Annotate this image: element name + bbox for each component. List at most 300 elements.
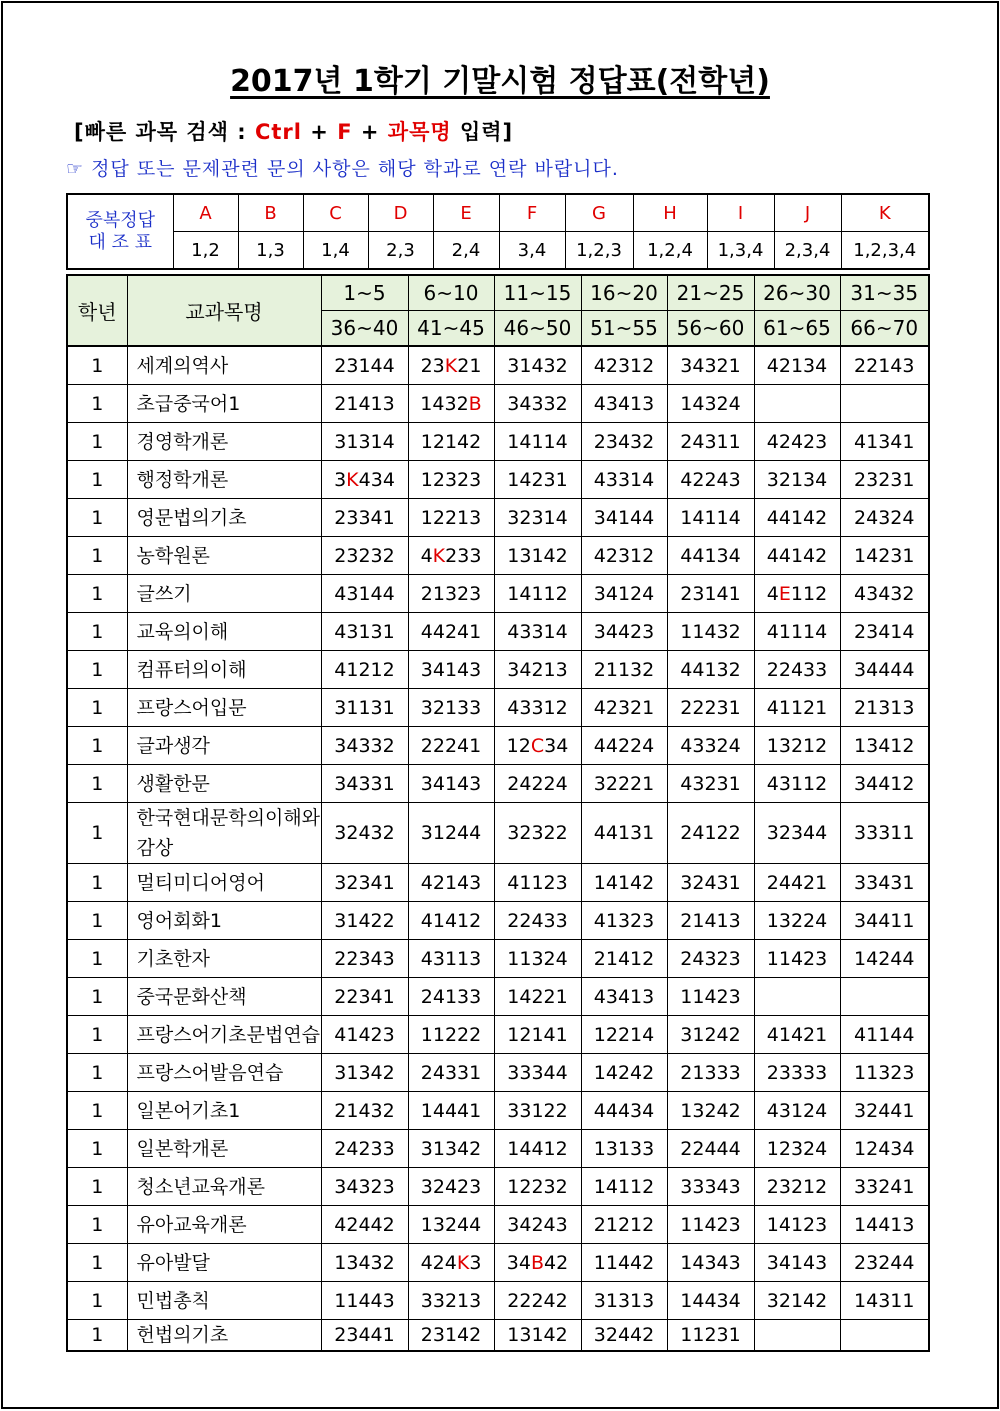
grade-cell: 1 [67,1130,127,1168]
answer-cell [754,978,840,1016]
grade-cell: 1 [67,940,127,978]
answer-cell: 31242 [667,1016,754,1054]
answer-cell: 32441 [840,1092,929,1130]
answer-cell: 24311 [667,423,754,461]
answer-cell: 33311 [840,803,929,864]
answer-cell: 41423 [321,1016,408,1054]
page-title: 2017년 1학기 기말시험 정답표(전학년) [230,64,770,99]
table-row [67,575,929,613]
answer-cell: 44132 [667,651,754,689]
legend-value: 1,3,4 [707,232,774,270]
answer-cell: 34411 [840,902,929,940]
duplicate-answer-mark: B [468,392,482,415]
answer-cell: 34323 [321,1168,408,1206]
answer-cell: 34143 [754,1244,840,1282]
answer-cell: 34124 [581,575,667,613]
legend-key: F [499,194,565,232]
duplicate-answer-mark: E [778,582,791,605]
answer-cell: 34143 [408,651,494,689]
grade-cell: 1 [67,575,127,613]
answer-cell: 13142 [494,1320,581,1352]
answer-cell: 42321 [581,689,667,727]
legend-value: 2,3,4 [774,232,841,270]
answer-cell: 44224 [581,727,667,765]
legend-key: G [565,194,633,232]
answer-cell: 43314 [581,461,667,499]
duplicate-answer-mark: B [530,1251,545,1274]
subject-cell: 프랑스어기초문법연습 [127,1016,321,1054]
grade-cell: 1 [67,1206,127,1244]
answer-cell: 23244 [840,1244,929,1282]
answer-cell: 24324 [840,499,929,537]
answer-cell [840,978,929,1016]
answer-cell: 32142 [754,1282,840,1320]
answer-cell [754,385,840,423]
answer-cell: 34331 [321,765,408,803]
answer-cell: 12142 [408,423,494,461]
legend-key: E [433,194,499,232]
answer-cell: 33344 [494,1054,581,1092]
subject-cell: 생활한문 [127,765,321,803]
subject-cell: 경영학개론 [127,423,321,461]
answer-cell: 12324 [754,1130,840,1168]
answer-cell: 44434 [581,1092,667,1130]
answer-cell: 12323 [408,461,494,499]
answer-cell: 21413 [667,902,754,940]
subject-cell: 농학원론 [127,537,321,575]
search-tip: [빠른 과목 검색 : Ctrl + F + 과목명 입력] [74,120,514,144]
legend-value: 2,4 [433,232,499,270]
answer-cell: 22444 [667,1130,754,1168]
table-row [67,765,929,803]
answer-cell: 22433 [494,902,581,940]
legend-header: 중복정답 대 조 표 [67,194,173,269]
subject-cell: 프랑스어입문 [127,689,321,727]
legend-value: 2,3 [368,232,433,270]
answer-cell: 24331 [408,1054,494,1092]
grade-cell: 1 [67,689,127,727]
answer-cell: 43113 [408,940,494,978]
table-row [67,940,929,978]
answer-cell: 22242 [494,1282,581,1320]
duplicate-answer-mark: K [444,354,458,377]
answer-cell: 33343 [667,1168,754,1206]
answer-cell: 23432 [581,423,667,461]
contact-notice: ☞ 정답 또는 문제관련 문의 사항은 해당 학과로 연락 바랍니다. [66,158,619,180]
answer-cell: 14142 [581,864,667,902]
range-header: 1~5 [321,275,408,311]
table-row [67,346,929,385]
answer-cell: 23212 [754,1168,840,1206]
answer-cell: 23441 [321,1320,408,1352]
legend-key: K [841,194,929,232]
answer-cell: 14343 [667,1244,754,1282]
grade-cell: 1 [67,423,127,461]
answer-cell: 11323 [840,1054,929,1092]
answer-cell: 24421 [754,864,840,902]
answer-cell: 21132 [581,651,667,689]
answer-cell: 32431 [667,864,754,902]
table-row [67,864,929,902]
answer-cell: 34144 [581,499,667,537]
legend-key: J [774,194,841,232]
subject-cell: 컴퓨터의이해 [127,651,321,689]
answer-cell: 43314 [494,613,581,651]
answer-cell: 14434 [667,1282,754,1320]
answer-cell: 43112 [754,765,840,803]
answer-cell: 11442 [581,1244,667,1282]
answer-cell: 43231 [667,765,754,803]
range-header: 31~35 [840,275,929,311]
answer-cell: 41114 [754,613,840,651]
answer-cell: 23144 [321,346,408,385]
answer-cell: 13244 [408,1206,494,1244]
duplicate-answer-mark: K [456,1251,470,1274]
answer-cell: 31244 [408,803,494,864]
answer-cell: 22143 [840,346,929,385]
answer-cell: 11423 [754,940,840,978]
answer-cell: 31131 [321,689,408,727]
legend-value: 1,2,4 [633,232,707,270]
answer-cell: 22231 [667,689,754,727]
table-row [67,902,929,940]
answer-cell: 43124 [754,1092,840,1130]
legend-value: 1,4 [303,232,368,270]
legend-key: C [303,194,368,232]
answer-cell: 23142 [408,1320,494,1352]
answer-cell: 24233 [321,1130,408,1168]
answer-cell: 33213 [408,1282,494,1320]
answer-cell: 21432 [321,1092,408,1130]
answer-cell: 31422 [321,902,408,940]
answer-cell: 11423 [667,1206,754,1244]
answer-cell: 13142 [494,537,581,575]
grade-cell: 1 [67,613,127,651]
answer-cell: 32423 [408,1168,494,1206]
answer-cell: 32432 [321,803,408,864]
subject-cell: 기초한자 [127,940,321,978]
answer-cell: 13133 [581,1130,667,1168]
answer-cell: 32341 [321,864,408,902]
answer-cell: 41412 [408,902,494,940]
answer-cell: 42442 [321,1206,408,1244]
answer-cell: 43413 [581,385,667,423]
answer-cell: 44241 [408,613,494,651]
answer-cell: 23414 [840,613,929,651]
table-row [67,1320,929,1352]
answer-cell: 13212 [754,727,840,765]
grade-cell: 1 [67,537,127,575]
grade-cell: 1 [67,1244,127,1282]
answer-cell: 33241 [840,1168,929,1206]
range-header: 46~50 [494,311,581,347]
answer-cell: 11432 [667,613,754,651]
answer-cell: 32221 [581,765,667,803]
subject-cell: 글과생각 [127,727,321,765]
subject-cell: 일본어기초1 [127,1092,321,1130]
subject-cell: 유아교육개론 [127,1206,321,1244]
table-row [67,651,929,689]
answer-cell: 31432 [494,346,581,385]
answer-cell: 14324 [667,385,754,423]
subject-cell: 일본학개론 [127,1130,321,1168]
answer-cell: 13224 [754,902,840,940]
answer-cell: 14112 [581,1168,667,1206]
answer-cell: 44142 [754,499,840,537]
answer-cell: 21413 [321,385,408,423]
answer-cell: 31342 [321,1054,408,1092]
answer-cell: 3K434 [321,461,408,499]
answer-cell: 44142 [754,537,840,575]
answer-cell: 21412 [581,940,667,978]
answer-cell: 14114 [494,423,581,461]
answer-cell: 41212 [321,651,408,689]
answer-cell: 33122 [494,1092,581,1130]
grade-cell: 1 [67,727,127,765]
answer-cell: 32314 [494,499,581,537]
answer-cell: 14441 [408,1092,494,1130]
answer-cell: 23141 [667,575,754,613]
subject-cell: 영문법의기초 [127,499,321,537]
range-header: 51~55 [581,311,667,347]
grade-cell: 1 [67,1092,127,1130]
grade-cell: 1 [67,1320,127,1352]
answer-cell: 14311 [840,1282,929,1320]
range-header: 26~30 [754,275,840,311]
range-header: 66~70 [840,311,929,347]
answer-cell: 42312 [581,537,667,575]
answer-cell: 34332 [321,727,408,765]
subject-header: 교과목명 [127,275,321,346]
answer-rows [67,346,929,1351]
answer-cell [840,385,929,423]
answer-cell: 1432B [408,385,494,423]
answer-cell: 41123 [494,864,581,902]
answer-cell: 34423 [581,613,667,651]
answer-cell: 4K233 [408,537,494,575]
subject-cell: 세계의역사 [127,346,321,385]
table-row [67,803,929,864]
answer-cell: 34B42 [494,1244,581,1282]
table-row [67,1054,929,1092]
subject-cell: 한국현대문학의이해와감상 [127,803,321,864]
legend-key: A [173,194,238,232]
answer-cell: 14244 [840,940,929,978]
answer-cell: 32133 [408,689,494,727]
grade-cell: 1 [67,1168,127,1206]
answer-cell: 24122 [667,803,754,864]
legend-value: 3,4 [499,232,565,270]
grade-cell: 1 [67,803,127,864]
range-header: 16~20 [581,275,667,311]
answer-cell: 34332 [494,385,581,423]
table-row [67,499,929,537]
answer-cell: 43131 [321,613,408,651]
answer-cell: 14123 [754,1206,840,1244]
table-row [67,1130,929,1168]
grade-cell: 1 [67,499,127,537]
answer-cell: 424K3 [408,1244,494,1282]
duplicate-answer-mark: K [432,544,446,567]
answer-cell: 34213 [494,651,581,689]
answer-cell: 34412 [840,765,929,803]
answer-cell: 32134 [754,461,840,499]
range-header: 56~60 [667,311,754,347]
answer-cell: 14221 [494,978,581,1016]
range-header: 21~25 [667,275,754,311]
grade-cell: 1 [67,864,127,902]
answer-cell: 14231 [840,537,929,575]
answer-cell: 14231 [494,461,581,499]
answer-cell: 34143 [408,765,494,803]
grade-cell: 1 [67,651,127,689]
answer-cell [754,1320,840,1352]
answer-cell: 23341 [321,499,408,537]
subject-cell: 중국문화산책 [127,978,321,1016]
answer-cell: 31313 [581,1282,667,1320]
subject-cell: 멀티미디어영어 [127,864,321,902]
answer-cell: 11324 [494,940,581,978]
answer-cell: 42243 [667,461,754,499]
answer-cell: 12434 [840,1130,929,1168]
answer-cell: 34321 [667,346,754,385]
grade-cell: 1 [67,1016,127,1054]
answer-cell: 12214 [581,1016,667,1054]
answer-cell: 21313 [840,689,929,727]
answer-cell: 4E112 [754,575,840,613]
duplicate-answer-legend [66,193,930,270]
subject-cell: 영어회화1 [127,902,321,940]
answer-key-table [66,274,930,1352]
grade-cell: 1 [67,902,127,940]
range-header: 6~10 [408,275,494,311]
table-row [67,1092,929,1130]
answer-cell: 32442 [581,1320,667,1352]
answer-cell: 13412 [840,727,929,765]
subject-cell: 행정학개론 [127,461,321,499]
answer-cell: 41144 [840,1016,929,1054]
answer-cell: 44134 [667,537,754,575]
grade-cell: 1 [67,346,127,385]
legend-key: H [633,194,707,232]
answer-cell: 22433 [754,651,840,689]
table-row [67,461,929,499]
answer-cell: 21323 [408,575,494,613]
duplicate-answer-mark: K [346,468,359,491]
answer-cell: 43144 [321,575,408,613]
answer-cell: 32344 [754,803,840,864]
subject-cell: 헌법의기초 [127,1320,321,1352]
answer-cell: 43312 [494,689,581,727]
answer-cell: 22241 [408,727,494,765]
answer-cell: 11231 [667,1320,754,1352]
answer-cell: 42134 [754,346,840,385]
table-row [67,1206,929,1244]
subject-cell: 유아발달 [127,1244,321,1282]
table-row [67,727,929,765]
table-row [67,613,929,651]
answer-cell: 43413 [581,978,667,1016]
answer-cell: 14412 [494,1130,581,1168]
legend-value: 1,3 [238,232,303,270]
table-row [67,537,929,575]
answer-cell: 14112 [494,575,581,613]
answer-cell: 44131 [581,803,667,864]
answer-cell: 12C34 [494,727,581,765]
grade-cell: 1 [67,385,127,423]
answer-cell: 12213 [408,499,494,537]
answer-cell: 21212 [581,1206,667,1244]
subject-cell: 글쓰기 [127,575,321,613]
answer-cell: 41341 [840,423,929,461]
answer-cell: 11222 [408,1016,494,1054]
answer-cell: 21333 [667,1054,754,1092]
legend-key: B [238,194,303,232]
table-row [67,1016,929,1054]
range-header: 11~15 [494,275,581,311]
subject-cell: 민법총칙 [127,1282,321,1320]
legend-value: 1,2,3 [565,232,633,270]
answer-cell: 12232 [494,1168,581,1206]
answer-cell: 13432 [321,1244,408,1282]
legend-key: D [368,194,433,232]
answer-cell: 34243 [494,1206,581,1244]
answer-cell: 23333 [754,1054,840,1092]
answer-cell: 42312 [581,346,667,385]
answer-cell: 11423 [667,978,754,1016]
answer-cell: 42143 [408,864,494,902]
range-header: 61~65 [754,311,840,347]
answer-cell: 43432 [840,575,929,613]
subject-cell: 청소년교육개론 [127,1168,321,1206]
legend-value: 1,2,3,4 [841,232,929,270]
grade-cell: 1 [67,461,127,499]
answer-cell: 22341 [321,978,408,1016]
answer-cell: 24323 [667,940,754,978]
grade-cell: 1 [67,1054,127,1092]
answer-cell: 31342 [408,1130,494,1168]
answer-cell: 41121 [754,689,840,727]
answer-cell: 14242 [581,1054,667,1092]
grade-cell: 1 [67,978,127,1016]
answer-cell: 14114 [667,499,754,537]
subject-cell: 교육의이해 [127,613,321,651]
legend-value: 1,2 [173,232,238,270]
duplicate-answer-mark: C [530,734,545,757]
answer-cell: 23231 [840,461,929,499]
answer-cell: 31314 [321,423,408,461]
answer-cell [840,1320,929,1352]
answer-cell: 14413 [840,1206,929,1244]
answer-cell: 41421 [754,1016,840,1054]
table-row [67,689,929,727]
answer-cell: 32322 [494,803,581,864]
answer-cell: 33431 [840,864,929,902]
answer-cell: 41323 [581,902,667,940]
grade-cell: 1 [67,1282,127,1320]
answer-cell: 42423 [754,423,840,461]
range-header: 41~45 [408,311,494,347]
subject-cell: 프랑스어발음연습 [127,1054,321,1092]
table-row [67,978,929,1016]
answer-cell: 24133 [408,978,494,1016]
table-row [67,1282,929,1320]
table-row [67,1244,929,1282]
answer-cell: 13242 [667,1092,754,1130]
table-row [67,1168,929,1206]
table-row [67,385,929,423]
answer-cell: 23K21 [408,346,494,385]
